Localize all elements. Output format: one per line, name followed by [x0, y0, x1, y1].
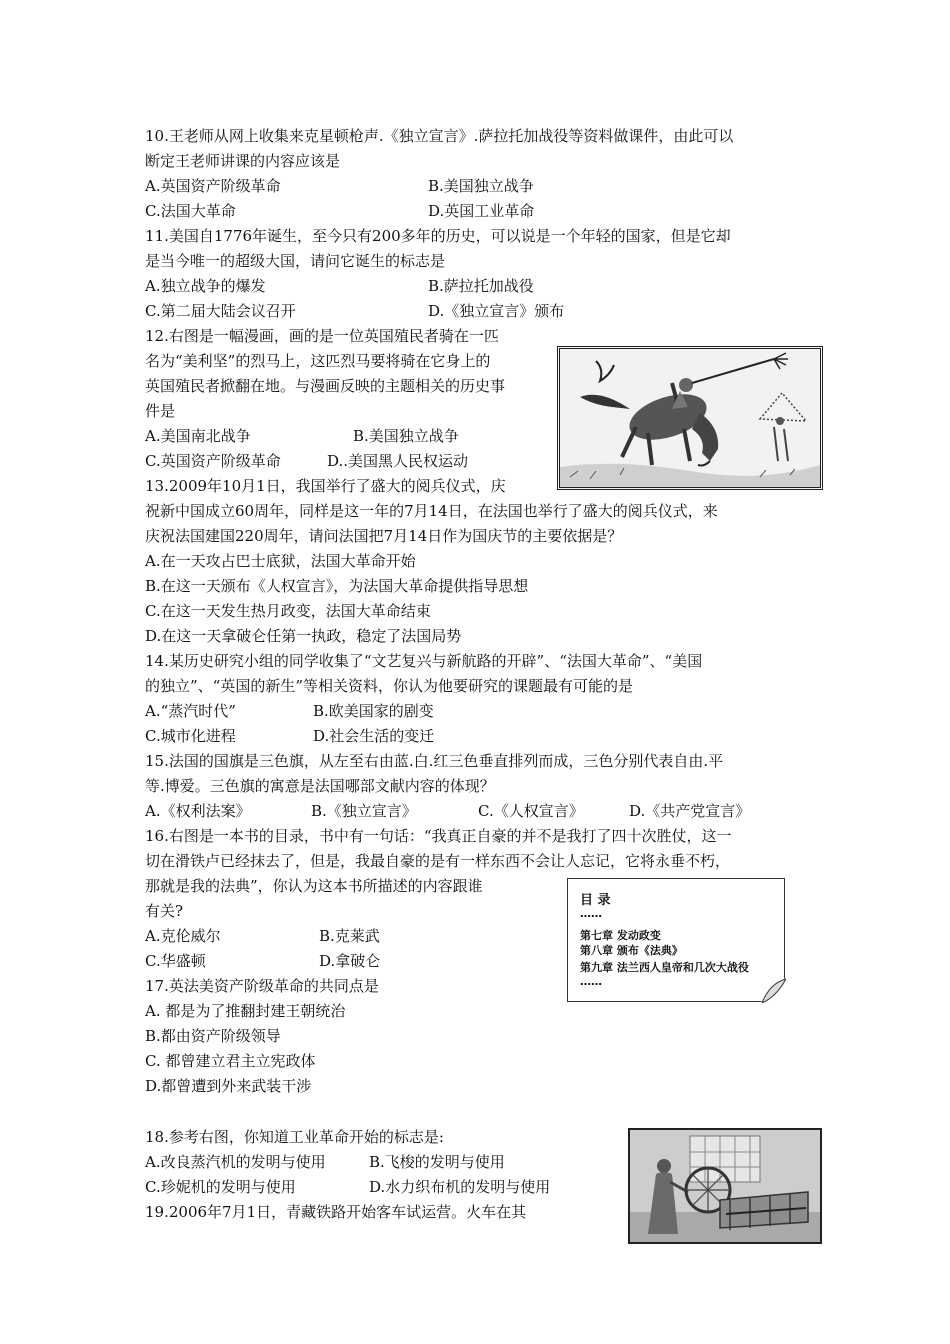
q15-option-d: D.《共产党宣言》 — [629, 802, 751, 820]
q13-option-d: D.在这一天拿破仑任第一执政，稳定了法国局势 — [145, 627, 462, 645]
q12-stem-line1: 12.右图是一幅漫画，画的是一位英国殖民者骑在一匹 — [145, 327, 499, 345]
q13-option-c: C.在这一天发生热月政变，法国大革命结束 — [145, 602, 431, 620]
q16-option-c: C.华盛顿 — [145, 952, 206, 970]
q17-stem-line1: 17.英法美资产阶级革命的共同点是 — [145, 977, 379, 995]
q18-option-d: D.水力织布机的发明与使用 — [369, 1178, 551, 1196]
q18-option-b: B.飞梭的发明与使用 — [369, 1153, 505, 1171]
q16-option-d: D.拿破仑 — [319, 952, 381, 970]
page-curl-icon — [760, 977, 786, 1003]
q19-stem-line1: 19.2006年7月1日，青藏铁路开始客车试运营。火车在其 — [145, 1203, 527, 1221]
q16-option-b: B.克莱武 — [319, 927, 380, 945]
q11-option-d: D.《独立宣言》颁布 — [428, 302, 565, 320]
q10-option-d: D.英国工业革命 — [428, 202, 535, 220]
q15-stem-line1: 15.法国的国旗是三色旗，从左至右由蓝.白.红三色垂直排列而成，三色分别代表自由.平 — [145, 752, 724, 770]
toc-dots-top: …… — [580, 907, 602, 920]
q18-stem-line1: 18.参考右图，你知道工业革命开始的标志是: — [145, 1128, 444, 1146]
q14-option-c: C.城市化进程 — [145, 727, 236, 745]
book-toc-image — [567, 878, 785, 1002]
q13-stem-line1: 13.2009年10月1日，我国举行了盛大的阅兵仪式，庆 — [145, 477, 506, 495]
q15-stem-line2: 等.博爱。三色旗的寓意是法国哪部文献内容的体现？ — [145, 777, 495, 795]
spinning-jenny-image — [628, 1128, 822, 1244]
q12-option-d: D..美国黑人民权运动 — [327, 452, 469, 470]
q13-stem-line3: 庆祝法国建国220周年，请问法国把7月14日作为国庆节的主要依据是？ — [145, 527, 623, 545]
q10-option-c: C.法国大革命 — [145, 202, 236, 220]
q10-option-a: A.英国资产阶级革命 — [145, 177, 281, 195]
q15-option-b: B.《独立宣言》 — [311, 802, 417, 820]
q17-option-c: C. 都曾建立君主立宪政体 — [145, 1052, 316, 1070]
toc-heading: 目 录 — [580, 893, 611, 908]
q12-option-c: C.英国资产阶级革命 — [145, 452, 281, 470]
toc-chapter-9: 第九章 法兰西人皇帝和几次大战役 — [580, 961, 749, 974]
toc-chapter-8: 第八章 颁布《法典》 — [580, 944, 683, 957]
toc-dots-bottom: …… — [580, 975, 602, 988]
q17-option-a: A. 都是为了推翻封建王朝统治 — [145, 1002, 346, 1020]
q16-option-a: A.克伦威尔 — [145, 927, 221, 945]
q13-option-a: A.在一天攻占巴士底狱，法国大革命开始 — [145, 552, 416, 570]
q13-stem-line2: 祝新中国成立60周年，同样是这一年的7月14日，在法国也举行了盛大的阅兵仪式，来 — [145, 502, 718, 520]
q12-option-a: A.美国南北战争 — [145, 427, 251, 445]
q12-option-b: B.美国独立战争 — [353, 427, 459, 445]
q11-option-c: C.第二届大陆会议召开 — [145, 302, 296, 320]
q12-stem-line2: 名为“美利坚”的烈马上，这匹烈马要将骑在它身上的 — [145, 352, 491, 370]
q10-stem-line2: 断定王老师讲课的内容应该是 — [145, 152, 341, 170]
q14-option-d: D.社会生活的变迁 — [313, 727, 435, 745]
horse-cartoon-image — [557, 346, 823, 490]
q14-stem-line2: 的独立”、“英国的新生”等相关资料，你认为他要研究的课题最有可能的是 — [145, 677, 634, 695]
q14-option-a: A.“蒸汽时代” — [145, 702, 236, 720]
spinning-jenny-drawing — [630, 1130, 820, 1242]
q11-option-a: A.独立战争的爆发 — [145, 277, 266, 295]
q17-option-b: B.都由资产阶级领导 — [145, 1027, 281, 1045]
q15-option-c: C.《人权宣言》 — [478, 802, 584, 820]
q16-stem-line1: 16.右图是一本书的目录，书中有一句话：“我真正自豪的并不是我打了四十次胜仗，这一 — [145, 827, 732, 845]
q14-stem-line1: 14.某历史研究小组的同学收集了“文艺复兴与新航路的开辟”、“法国大革命”、“美国 — [145, 652, 703, 670]
q10-stem-line1: 10.王老师从网上收集来克星顿枪声.《独立宣言》.萨拉托加战役等资料做课件，由此可以 — [145, 127, 734, 145]
q16-stem-line2: 切在滑铁卢已经抹去了，但是，我最自豪的是有一样东西不会让人忘记，它将永垂不朽， — [145, 852, 731, 870]
q18-option-a: A.改良蒸汽机的发明与使用 — [145, 1153, 326, 1171]
horse-cartoon-drawing — [560, 349, 820, 487]
q16-stem-line3: 那就是我的法典”，你认为这本书所描述的内容跟谁 — [145, 877, 483, 895]
q18-option-c: C.珍妮机的发明与使用 — [145, 1178, 296, 1196]
q10-option-b: B.美国独立战争 — [428, 177, 534, 195]
q16-stem-line4: 有关? — [145, 902, 184, 920]
q12-stem-line3: 英国殖民者掀翻在地。与漫画反映的主题相关的历史事 — [145, 377, 506, 395]
q15-option-a: A.《权利法案》 — [145, 802, 251, 820]
q11-stem-line1: 11.美国自1776年诞生，至今只有200多年的历史，可以说是一个年轻的国家，但是它却 — [145, 227, 731, 245]
q11-option-b: B.萨拉托加战役 — [428, 277, 534, 295]
q11-stem-line2: 是当今唯一的超级大国，请问它诞生的标志是 — [145, 252, 446, 270]
toc-chapter-7: 第七章 发动政变 — [580, 929, 661, 942]
q13-option-b: B.在这一天颁布《人权宣言》，为法国大革命提供指导思想 — [145, 577, 529, 595]
q12-stem-line4: 件是 — [145, 402, 176, 420]
q14-option-b: B.欧美国家的剧变 — [313, 702, 434, 720]
q17-option-d: D.都曾遭到外来武装干涉 — [145, 1077, 312, 1095]
